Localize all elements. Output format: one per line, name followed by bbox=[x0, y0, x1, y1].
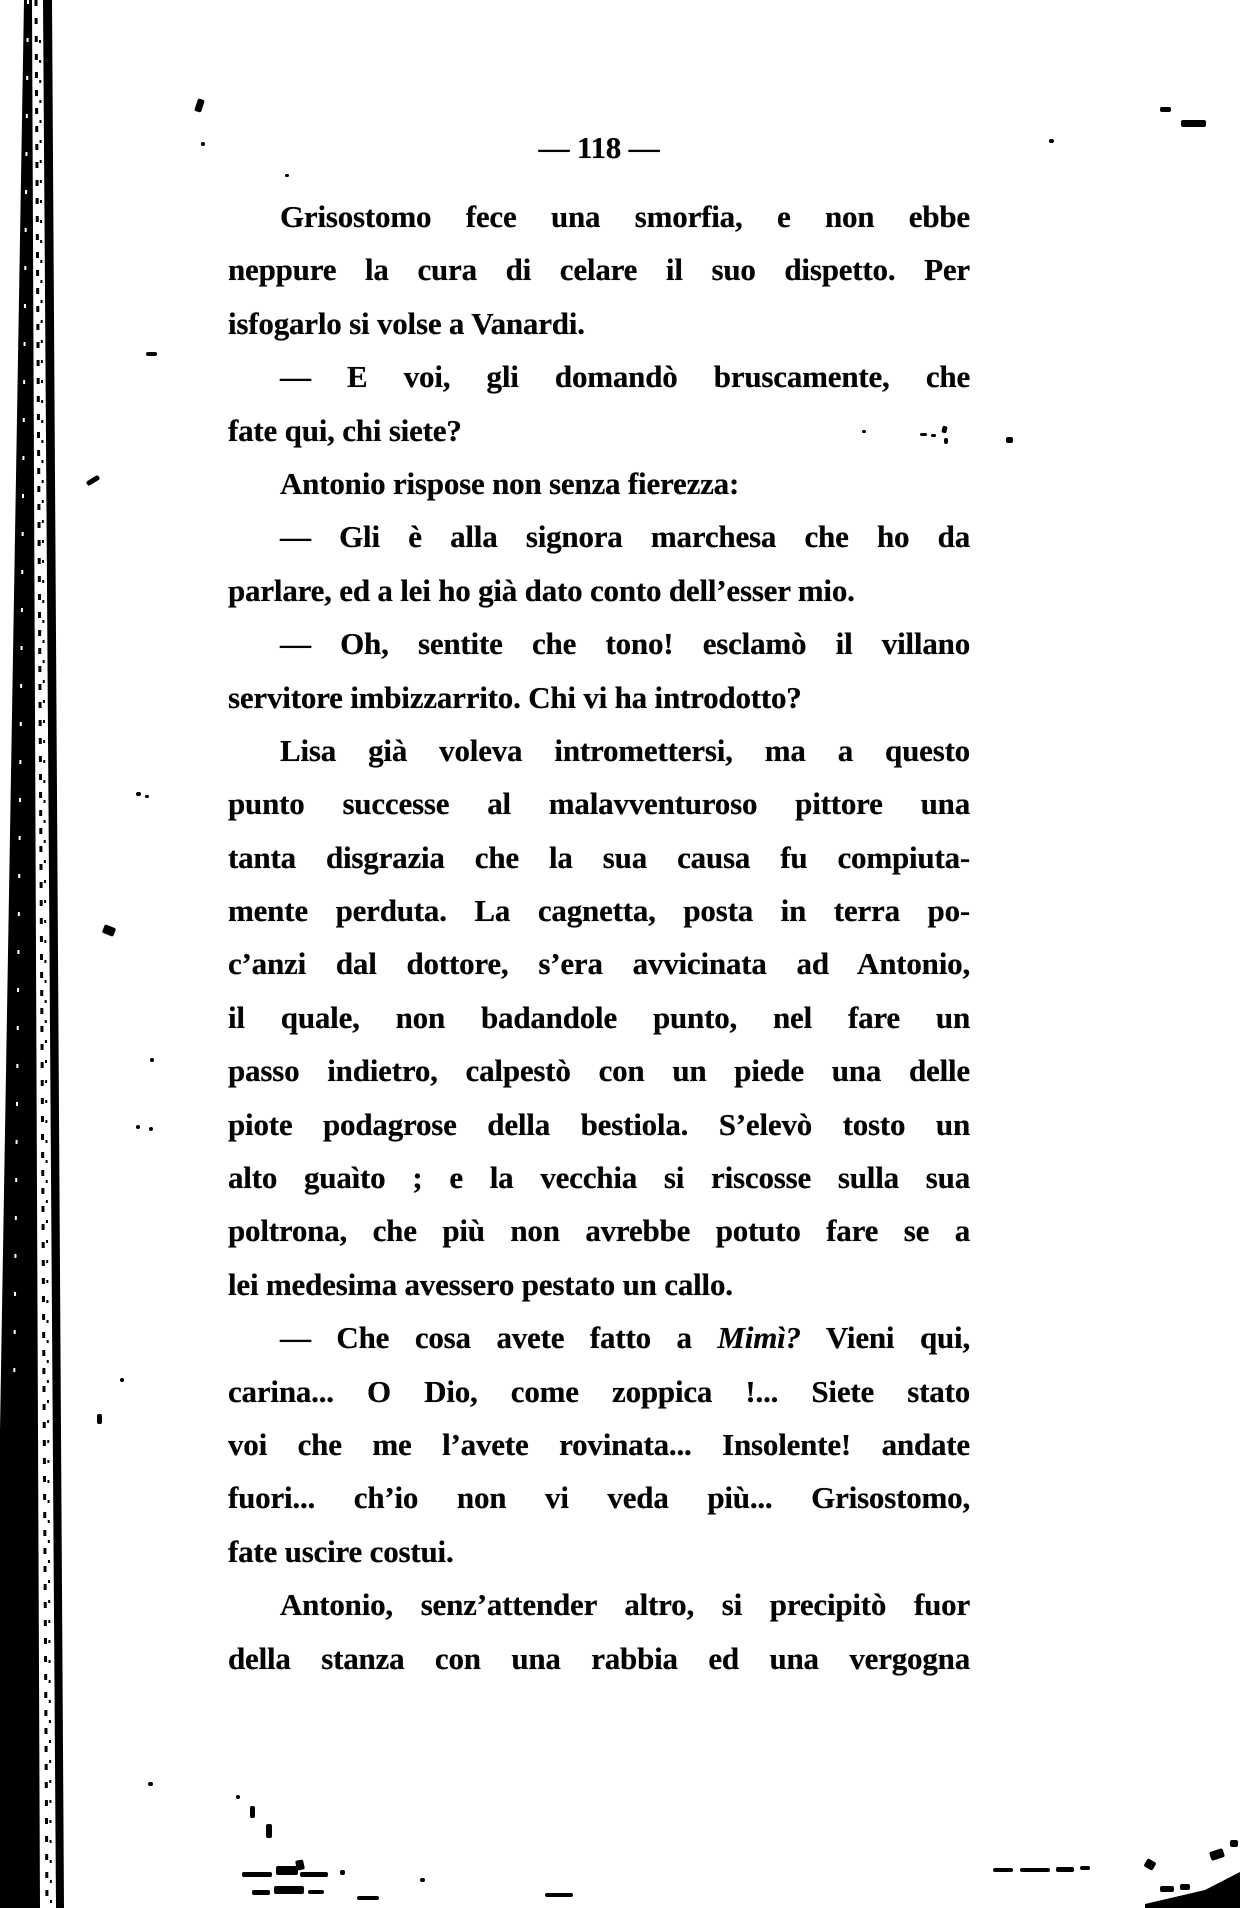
ink-speck bbox=[149, 1127, 153, 1131]
ink-smudge bbox=[276, 1866, 298, 1875]
text-segment: lei medesima avessero pestato un callo. bbox=[228, 1266, 733, 1302]
text-line bbox=[228, 1365, 970, 1418]
text-line bbox=[228, 1471, 970, 1524]
text-segment: della stanza con una rabbia ed una vergogna bbox=[228, 1640, 970, 1676]
ink-speck bbox=[1006, 437, 1013, 443]
text-line bbox=[228, 243, 970, 296]
text-line bbox=[228, 297, 970, 350]
ink-speck bbox=[944, 438, 948, 444]
text-segment: fate uscire costui. bbox=[228, 1533, 454, 1569]
text-segment: Antonio, senz’attender altro, si precipitò fuor bbox=[280, 1587, 970, 1623]
ink-smudge bbox=[1056, 1867, 1074, 1872]
ink-smudge bbox=[1181, 120, 1206, 127]
ink-smudge bbox=[1209, 1848, 1225, 1861]
italic-text-segment: Mimì? bbox=[717, 1320, 801, 1356]
ink-speck bbox=[136, 1125, 140, 1129]
text-segment: voi che me l’avete rovinata... Insolente! andate bbox=[228, 1426, 970, 1462]
ink-smudge bbox=[274, 1886, 304, 1894]
ink-speck bbox=[120, 1378, 124, 1382]
ink-speck bbox=[1080, 1866, 1090, 1870]
text-segment: punto successe al malavventuroso pittore una bbox=[228, 786, 970, 822]
ink-speck bbox=[194, 98, 205, 113]
text-line bbox=[228, 1525, 970, 1578]
text-segment: Lisa già voleva intromettersi, ma a questo bbox=[280, 732, 970, 768]
text-line bbox=[228, 564, 970, 617]
corner-ink-wedge bbox=[1145, 1866, 1240, 1908]
ink-speck bbox=[236, 1795, 240, 1799]
ink-speck bbox=[148, 1782, 153, 1786]
ink-speck bbox=[97, 1414, 102, 1424]
ink-smudge bbox=[252, 1890, 270, 1895]
ink-speck bbox=[920, 433, 927, 436]
paragraph bbox=[228, 1578, 970, 1685]
text-segment: passo indietro, calpestò con un piede una delle bbox=[228, 1053, 970, 1089]
binding-gutter-shadow bbox=[0, 0, 70, 1908]
text-segment: fate qui, chi siete? bbox=[228, 412, 462, 448]
text-line bbox=[228, 190, 970, 243]
text-line bbox=[228, 617, 970, 670]
text-line bbox=[228, 991, 970, 1044]
ink-speck bbox=[250, 1806, 255, 1818]
ink-speck bbox=[146, 352, 157, 356]
ink-smudge bbox=[357, 1896, 379, 1900]
text-segment: — Gli è alla signora marchesa che ho da bbox=[280, 519, 970, 555]
ink-speck bbox=[1049, 139, 1054, 143]
ink-smudge bbox=[102, 924, 116, 937]
ink-smudge bbox=[308, 1890, 324, 1894]
text-segment: — Che cosa avete fatto a bbox=[280, 1320, 718, 1356]
text-line bbox=[228, 510, 970, 563]
paragraph bbox=[228, 617, 970, 724]
text-line bbox=[228, 671, 970, 724]
text-segment: parlare, ed a lei ho già dato conto dell’esser mio. bbox=[228, 572, 855, 608]
ink-speck bbox=[285, 174, 289, 177]
text-line bbox=[228, 777, 970, 830]
text-segment: servitore imbizzarrito. Chi vi ha introdotto? bbox=[228, 679, 802, 715]
text-segment: poltrona, che più non avrebbe potuto fare se a bbox=[228, 1213, 970, 1249]
text-segment: Grisostomo fece una smorfia, e non ebbe bbox=[280, 199, 970, 234]
text-line bbox=[228, 350, 970, 403]
page-number: — 118 — bbox=[538, 130, 660, 165]
ink-smudge bbox=[300, 1872, 328, 1877]
ink-speck bbox=[150, 1058, 154, 1062]
ink-speck bbox=[136, 792, 141, 796]
paragraph bbox=[228, 724, 970, 1311]
paragraph bbox=[228, 190, 970, 350]
text-column bbox=[228, 126, 970, 1685]
text-line bbox=[228, 1258, 970, 1311]
text-segment: mente perduta. La cagnetta, posta in terra po- bbox=[228, 893, 970, 929]
ink-speck bbox=[420, 1878, 425, 1882]
text-line bbox=[228, 1151, 970, 1204]
text-line bbox=[228, 1418, 970, 1471]
text-segment: Vieni qui, bbox=[800, 1320, 971, 1356]
text-segment: piote podagrose della bestiola. S’elevò tosto un bbox=[228, 1106, 970, 1142]
ink-smudge bbox=[545, 1893, 573, 1897]
text-segment: alto guaìto ; e la vecchia si riscosse sulla sua bbox=[228, 1160, 970, 1196]
text-segment: Antonio rispose non senza fierezza: bbox=[280, 465, 740, 501]
ink-speck bbox=[340, 1870, 345, 1875]
text-line bbox=[228, 1578, 970, 1631]
ink-speck bbox=[295, 1859, 305, 1870]
text-segment: il quale, non badandole punto, nel fare un bbox=[228, 999, 970, 1035]
ink-speck bbox=[266, 1824, 272, 1838]
ink-speck bbox=[86, 475, 101, 487]
text-segment: fuori... ch’io non vi veda più... Grisostomo, bbox=[228, 1480, 970, 1516]
ink-smudge bbox=[993, 1868, 1013, 1872]
ink-speck bbox=[1230, 1840, 1238, 1847]
text-segment: — Oh, sentite che tono! esclamò il villano bbox=[280, 626, 970, 662]
text-line bbox=[228, 884, 970, 937]
text-line bbox=[228, 831, 970, 884]
paragraph bbox=[228, 510, 970, 617]
text-line bbox=[228, 1044, 970, 1097]
text-segment: carina... O Dio, come zoppica !... Siete stato bbox=[228, 1373, 970, 1409]
text-line bbox=[228, 937, 970, 990]
text-line bbox=[228, 457, 970, 510]
paragraph bbox=[228, 1311, 970, 1578]
ink-speck bbox=[1160, 107, 1171, 112]
text-segment: — E voi, gli domandò bruscamente, che bbox=[280, 359, 970, 395]
text-segment: c’anzi dal dottore, s’era avvicinata ad Antonio, bbox=[228, 946, 970, 982]
text-segment: isfogarlo si volse a Vanardi. bbox=[228, 305, 585, 341]
paragraph bbox=[228, 350, 970, 457]
ink-speck bbox=[931, 434, 936, 437]
ink-speck bbox=[862, 430, 866, 433]
ink-smudge bbox=[1020, 1868, 1050, 1872]
text-line bbox=[228, 724, 970, 777]
paragraph bbox=[228, 457, 970, 510]
text-line bbox=[228, 1311, 970, 1364]
ink-smudge bbox=[242, 1872, 272, 1877]
text-line bbox=[228, 404, 970, 457]
text-line bbox=[228, 1204, 970, 1257]
text-line bbox=[228, 1632, 970, 1685]
text-segment: tanta disgrazia che la sua causa fu compiuta- bbox=[228, 839, 970, 875]
ink-speck bbox=[201, 142, 205, 146]
text-segment: neppure la cura di celare il suo dispetto. Per bbox=[228, 252, 970, 288]
text-body bbox=[228, 190, 970, 1685]
text-line bbox=[228, 1098, 970, 1151]
ink-speck bbox=[145, 795, 149, 798]
